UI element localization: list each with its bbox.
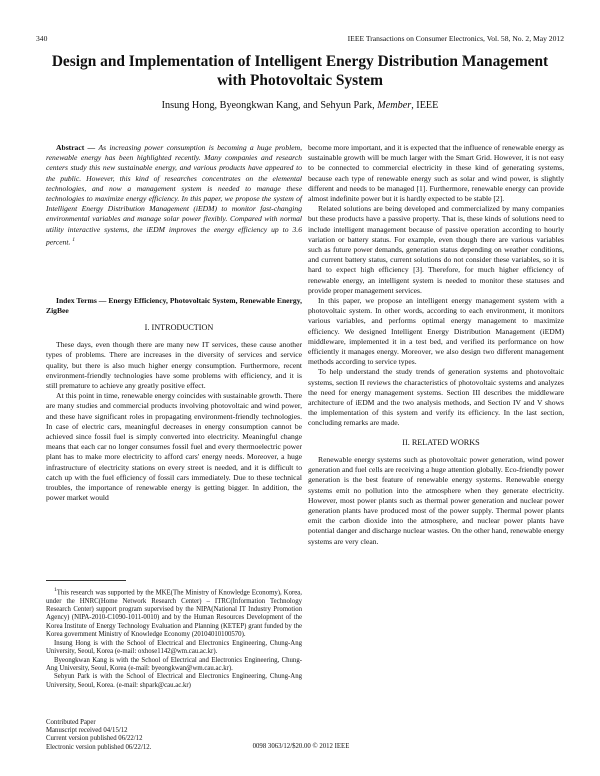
journal-header: IEEE Transactions on Consumer Electronics, Vol. 58, No. 2, May 2012 bbox=[347, 34, 564, 43]
footnote-author-2: Byeongkwan Kang is with the School of Electrical and Electronics Engineering, Chung-Ang University, Seoul, Korea (e-mail: byeongkwan@wm.cau.ac.kr). bbox=[46, 656, 302, 672]
received-line: Current version published 06/22/12 bbox=[46, 735, 143, 743]
abstract-text: As increasing power consumption is becoming a huge problem, renewable energy has been highlighted recently. Many companies and research centers study this new sustainable energy, and various products have appeared to the public. However, this kind of researches concentrates on the elemental technologies, and now a management system is needed to manage these technologies to maximize energy efficiency. In this paper, we propose the system of Intelligent Energy Distribution Management (iEDM) to monitor fast-changing environmental variables and manage solar power flexibly. Compared with normal utility interactive systems, the iEDM improves the energy efficiency up to 3.6 percent. bbox=[46, 143, 302, 247]
paragraph: These days, even though there are many new IT services, these cause another types of problems. There are increases in the diversity of services and service quality, but there is also much higher energy consumption. Furthermore, recent environment-friendly technologies have some problems with efficiency, and it is still premature to achieve any greatly positive effect. bbox=[46, 340, 302, 391]
section-heading-introduction: I. INTRODUCTION bbox=[144, 323, 214, 332]
index-terms: Index Terms — Energy Efficiency, Photovoltaic System, Renewable Energy, ZigBee bbox=[46, 296, 302, 316]
footnote-funding bbox=[46, 586, 302, 640]
received-line: Contributed Paper bbox=[46, 719, 96, 726]
author-ieee: , IEEE bbox=[411, 100, 439, 111]
abstract-dash: — bbox=[84, 143, 99, 152]
paragraph: become more important, and it is expected that the influence of renewable energy as sustainable growth will be much larger with the Smart Grid. However, it is not easy to be connected to commercial electricity in these kind of generating systems, because each type of renewable energy such as solar and wind power, is slightly different and needs to be managed [1]. Furthermore, renewable energy can provide almost indefinite power but it is hardly expected to be stable [2]. bbox=[308, 143, 564, 204]
paragraph: To help understand the study trends of generation systems and photovoltaic systems, section II reviews the characteristics of photovoltaic systems and analyzes the need for energy management systems. Section III describes the middleware architecture of iEDM and the two analysis methods, and Section IV and V shows the implementation of this system and verify its efficiency. In the last section, concluding remarks are made. bbox=[308, 367, 564, 428]
author-member: Member bbox=[377, 100, 412, 111]
footnote-author-3: Sehyun Park is with the School of Electrical and Electronics Engineering, Chung-Ang University, Seoul, Korea. (e-mail: shpark@cau.ac.kr) bbox=[46, 673, 302, 689]
page-number: 340 bbox=[36, 34, 48, 43]
right-column bbox=[308, 143, 564, 547]
paragraph: In this paper, we propose an intelligent energy management system with a photovoltaic system. In other words, according to each environment, it monitors various variables, and performs optimal energy management to maximize efficiency. We designed Intelligent Energy Distribution Management (iEDM) middleware, implemented it in a test bed, and verified its performance on how efficiently it manages energy. Moreover, we also design two different management methods according to service types. bbox=[308, 296, 564, 367]
copyright: 0098 3063/12/$20.00 © 2012 IEEE bbox=[252, 743, 350, 750]
paper-title: Design and Implementation of Intelligent Energy Distribution Management with Photovoltaic System bbox=[51, 53, 549, 89]
footnote-author-1: Insung Hong is with the School of Electrical and Electronics Engineering, Chung-Ang University, Seoul, Korea (e-mail: oxhose1142@wm.cau.ac.kr). bbox=[46, 639, 302, 656]
authors bbox=[40, 100, 560, 111]
paragraph: Related solutions are being developed and commercialized by many companies but these products have a passive property. That is, these kinds of solutions need to include intelligent management because of passive operation according to hourly variation or battery status. For example, even though there are various variables such as future power demands, generation status depending on weather conditions, and current battery status, current solutions do not consider these variables, so it is hard to expect high efficiency [3]. Therefore, for much higher efficiency of renewable energy, an intelligent system is needed to monitor these statuses and provide proper management services. bbox=[308, 204, 564, 295]
footnote-rule bbox=[46, 580, 126, 581]
footnotes bbox=[46, 586, 302, 690]
abstract-label: Abstract bbox=[56, 143, 85, 152]
left-column bbox=[46, 323, 302, 503]
paragraph: At this point in time, renewable energy coincides with sustainable growth. There are many studies and commercial products involving photovoltaic and wind power, and these have significant roles in propagating environment-friendly technologies. In case of electric cars, meaningful decreases in energy consumption cannot be achieved since fossil fuel is simply converted into electricity. Meaningful change means that each car no longer consumes fossil fuel and every thermoelectric power plant has to make more electricity to afford cars' energy needs. Moreover, a huge infrastructure of electricity stations on every street is needed, and it is difficult to catch up with the fuel efficiency of fossil cars immediately. Due to these technical troubles, the importance of renewable energy is getting bigger. In addition, the power market would bbox=[46, 391, 302, 503]
paragraph: Renewable energy systems such as photovoltaic power generation, wind power generation and fuel cells are receiving a huge attention globally. Eco-friendly power generation is the best feature of renewable energy systems. Renewable energy systems emit no pollution into the atmosphere when they generate electricity. However, most power plants such as thermal power generation and nuclear power generation plants have produced most of the power supply. Thermal power plants emit the carbon dioxide into the atmosphere, and nuclear power plants have potential danger and discharge nuclear wastes. On the other hand, renewable energy systems are very clean. bbox=[308, 454, 564, 546]
section-heading-related-works: II. RELATED WORKS bbox=[402, 437, 480, 447]
footnote-mark: 1 bbox=[54, 587, 57, 593]
received-line: Electronic version published 06/22/12. bbox=[46, 743, 152, 751]
author-names: Insung Hong, Byeongkwan Kang, and Sehyun Park, bbox=[161, 100, 375, 111]
abstract bbox=[46, 143, 302, 248]
abstract-footnote-mark: 1 bbox=[72, 236, 76, 243]
received-line: Manuscript received 04/15/12 bbox=[46, 727, 128, 735]
footnote-funding-text: This research was supported by the MKE(The Ministry of Knowledge Economy), Korea, under the HNRC(Home Network Research Center) – ITRC(Information Technology Research Center) support program supervised by the NIPA(National IT Industry Promotion Agency) (NIPA-2010-C1090-1011-0010) and by the Human Resources Development of the Korea Institute of Energy Technology Evaluation and Planning (KETEP) grant funded by the Korea government Ministry of Knowledge Economy (20104010100570). bbox=[46, 589, 302, 639]
